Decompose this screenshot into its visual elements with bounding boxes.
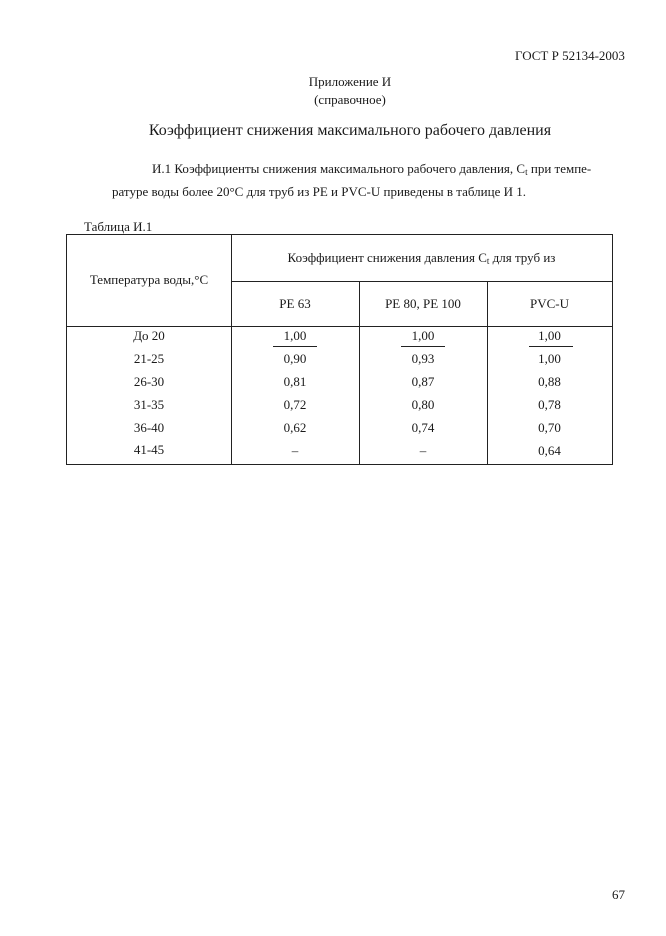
header-coefficient-group xyxy=(231,250,612,266)
paragraph-line-2: ратуре воды более 20°С для труб из РЕ и PVC-U приведены в таблице И 1. xyxy=(112,184,526,199)
table-cell-temperature: 41-45 xyxy=(133,442,165,457)
table-divider-header xyxy=(231,281,612,282)
appendix-type: (справочное) xyxy=(314,92,386,107)
table-cell-value: 0,74 xyxy=(411,420,435,435)
appendix-title: Приложение И xyxy=(308,74,392,89)
header-group-subscript: t xyxy=(486,256,490,266)
table-cell-value: 0,93 xyxy=(411,351,435,366)
table-cell-value: 0,62 xyxy=(283,420,307,435)
header-group-prefix: Коэффициент снижения давления C xyxy=(287,250,487,265)
table-cell-value: 1,00 xyxy=(538,351,561,366)
table-cell-value: 0,72 xyxy=(283,397,307,412)
header-group-suffix: для труб из xyxy=(489,250,556,265)
table-cell-value: – xyxy=(291,443,299,458)
table-cell-value: 0,90 xyxy=(283,351,307,366)
page-number: 67 xyxy=(612,887,625,902)
table-cell-value: 0,70 xyxy=(538,420,561,435)
paragraph-subscript: t xyxy=(525,167,528,177)
table-cell-value: 0,81 xyxy=(283,374,307,389)
table-cell-value: 0,64 xyxy=(538,443,561,458)
table-cell-temperature: 26-30 xyxy=(133,374,165,389)
column-header: PVC-U xyxy=(529,296,569,311)
column-header: PE 80, PE 100 xyxy=(385,296,461,311)
table-cell-temperature: 31-35 xyxy=(133,397,165,412)
table-cell-value: 1,00 xyxy=(538,328,561,343)
table-cell-underline xyxy=(401,346,445,347)
table-cell-value: 0,87 xyxy=(411,374,435,389)
column-header: PE 63 xyxy=(279,296,311,311)
table-cell-value: – xyxy=(419,443,427,458)
paragraph-line-1-prefix: И.1 Коэффициенты снижения максимального рабочего давления, C xyxy=(152,161,526,176)
table-cell-value: 0,80 xyxy=(411,397,435,412)
table-cell-value: 0,78 xyxy=(538,397,561,412)
table-cell-underline xyxy=(273,346,317,347)
paragraph-line-1 xyxy=(152,161,591,177)
table-cell-temperature: До 20 xyxy=(133,328,165,343)
table-cell-underline xyxy=(529,346,573,347)
table-cell-value: 1,00 xyxy=(411,328,435,343)
paragraph-line-1-suffix: при темпе- xyxy=(527,161,592,176)
section-heading: Коэффициент снижения максимального рабочего давления xyxy=(148,122,552,139)
coefficient-table xyxy=(66,234,613,465)
table-cell-temperature: 21-25 xyxy=(133,351,165,366)
header-temperature: Температура воды,°С xyxy=(89,272,209,287)
table-caption: Таблица И.1 xyxy=(84,219,153,234)
table-cell-value: 0,88 xyxy=(538,374,561,389)
table-cell-value: 1,00 xyxy=(283,328,307,343)
table-divider-body xyxy=(67,326,612,327)
document-code: ГОСТ Р 52134-2003 xyxy=(515,48,625,63)
table-cell-temperature: 36-40 xyxy=(133,420,165,435)
